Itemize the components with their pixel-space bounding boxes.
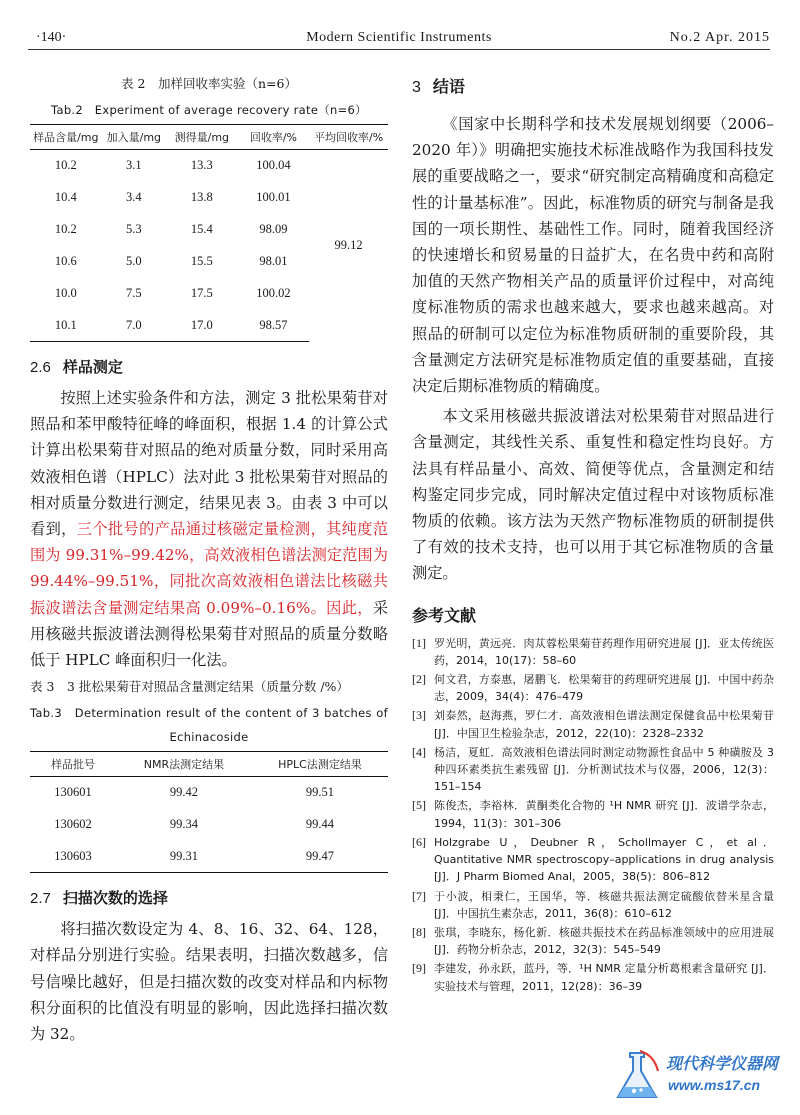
section-number: 2.6 [30, 359, 51, 376]
table-row [30, 841, 388, 873]
table-header: 测得量/mg [166, 125, 238, 150]
reference-text: 杨洁，夏虹．高效液相色谱法同时测定动物源性食品中 5 种磺胺及 3 种四环素类抗生素残留 [J]．分析测试技术与仪器，2006，12(3)：151–154 [434, 745, 774, 794]
table3-caption-cn: 表 3 3 批松果菊苷对照品含量测定结果（质量分数 /%） [30, 679, 349, 695]
table-cell: 17.0 [166, 310, 238, 342]
reference-text: 陈俊杰，李裕林．黄酮类化合物的 ¹H NMR 研究 [J]．波谱学杂志，1994，11(3)：301–306 [434, 799, 774, 830]
conclusion-paragraph-1: 《国家中长期科学和技术发展规划纲要（2006–2020 年）》明确把实施技术标准战略作为我国科技发展的重要战略之一，要求“研究制定高精确度和高稳定性的计量基标准”。因此，标准物质的研究与制备是我国的一项长期性、基础性工作。同时，随着我国经济的快速增长和贸易量的日益扩大，在名贵中药和高附加值的天然产物相关产品的质量评价过程中，对高纯度标准物质的需求也越来越大，要求也越来越高。对照品的研制可以定位为标准物质研制的重要阶段，其含量测定方法研究是标准物质定值的重要基础，直接决定后期标准物质的精确度。 [412, 115, 774, 396]
watermark[interactable] [610, 1045, 790, 1107]
section-title: 结语 [432, 77, 465, 96]
reference-item [412, 834, 774, 886]
table-cell: 7.0 [102, 310, 166, 342]
reference-number: [6] [412, 834, 426, 849]
table-cell: 10.1 [30, 310, 102, 342]
table-cell: 10.4 [54, 190, 77, 204]
table-cell: 15.5 [190, 254, 213, 268]
section-title: 扫描次数的选择 [62, 889, 168, 908]
conclusion-paragraph-2: 本文采用核磁共振波谱法对松果菊苷对照品进行含量测定，其线性关系、重复性和稳定性均良好。方法具有样品量小、高效、简便等优点，含量测定和结构鉴定同步完成，同时解决定值过程中对该物质标准物质的依赖。该方法为天然产物标准物质的研制提供了有效的技术支持，也可以用于其它标准物质的含量测定。 [412, 407, 774, 583]
table-cell: 99.51 [305, 785, 335, 800]
paragraph-text: 采用核磁共振波谱法测得松果菊苷对照品的质量分数略低于 HPLC 峰面积归一化法。 [30, 598, 388, 670]
table-cell: 100.04 [256, 158, 291, 173]
table-cell: 7.5 [126, 286, 142, 300]
watermark-name: 现代科学仪器网 [666, 1054, 779, 1073]
reference-number: [4] [412, 744, 426, 759]
table-header: 平均回收率/% [309, 125, 388, 150]
table-cell: 99.34 [169, 817, 198, 832]
reference-text: 罗光明，黄远亮．肉苁蓉松果菊苷药理作用研究进展 [J]．亚太传统医药，2014，10(17)：58–60 [434, 636, 774, 667]
issue-info: No.2 Apr. 2015 [669, 30, 770, 45]
reference-number: [7] [412, 888, 426, 903]
table-header: HPLC法测定结果 [252, 752, 388, 777]
reference-text: 李建发，孙永跃，蓝丹，等．¹H NMR 定量分析葛根素含量研究 [J]．实验技术与管理，2011，12(28)：36–39 [434, 962, 774, 993]
table-cell: 13.8 [190, 190, 213, 204]
reference-text: 张琪，李晓东，杨化新．核磁共振技术在药品标准领域中的应用进展 [J]．药物分析杂志，2012，32(3)：545–549 [434, 925, 774, 957]
table-row [30, 809, 388, 841]
table-cell: 130601 [54, 785, 92, 800]
table-cell: 100.02 [256, 286, 291, 300]
reference-text: Holzgrabe U，Deubner R，Schollmayer C，et al．Quantitative NMR spectroscopy–applications in drug analysis [J]．J Pharm Biomed Anal，2005，38(5)：806–812 [434, 835, 774, 884]
table-header: 加入量/mg [102, 125, 166, 150]
reference-number: [5] [412, 798, 426, 813]
table-cell: 15.4 [190, 222, 213, 236]
reference-item [412, 924, 774, 958]
table-header-row [30, 125, 388, 150]
table-cell: 100.01 [256, 190, 291, 204]
table-cell: 98.01 [259, 254, 288, 268]
reference-item [412, 797, 774, 831]
section-title: 样品测定 [62, 358, 123, 376]
table2-caption-en: Tab.2 Experiment of average recovery rate（n=6） [51, 103, 367, 117]
table-cell: 99.31 [116, 841, 252, 873]
table-header: 回收率/% [238, 125, 310, 150]
highlighted-text: 三个批号的产品通过核磁定量检测，其纯度范围为 99.31%–99.42%，高效液相色谱法测定范围为 99.44%–99.51%，同批次高效液相色谱法比核磁共振波谱法含量测定结果高 0.09%–0.16%。因此， [30, 520, 389, 617]
reference-item [412, 960, 774, 994]
reference-number: [1] [412, 635, 426, 650]
flask-logo-icon [610, 1049, 664, 1103]
left-column [30, 60, 388, 1090]
table-cell: 3.4 [126, 190, 142, 204]
reference-number: [3] [412, 708, 426, 723]
references-heading: 参考文献 [412, 605, 477, 625]
running-header [28, 28, 770, 50]
table-header: NMR法测定结果 [116, 752, 252, 777]
section-2-7-paragraph: 将扫描次数设定为 4、8、16、32、64、128，对样品分别进行实验。结果表明，扫描次数越多，信号信噪比越好，但是扫描次数的改变对样品和内标物积分面积的比值没有明显的影响，因此选择扫描次数为 32。 [30, 920, 388, 1044]
section-heading-2-6 [30, 356, 388, 379]
table2 [30, 124, 388, 342]
reference-item [412, 744, 774, 796]
table-cell: 130602 [54, 817, 92, 832]
reference-number: [2] [412, 672, 426, 687]
reference-text: 刘泰然，赵海燕，罗仁才．高效液相色谱法测定保健食品中松果菊苷 [J]．中国卫生检验杂志，2012，22(10)：2328–2332 [434, 709, 774, 740]
table-cell: 5.0 [126, 254, 142, 268]
table3 [30, 751, 388, 873]
reference-list [412, 635, 774, 995]
average-recovery-cell: 99.12 [334, 238, 363, 253]
table-row [30, 150, 388, 182]
section-heading-2-7 [30, 887, 388, 910]
section-number: 3 [412, 79, 421, 96]
paragraph-text: 按照上述实验条件和方法，测定 3 批松果菊苷对照品和苯甲酸特征峰的峰面积，根据 1.4 的计算公式计算出松果菊苷对照品的绝对质量分数，同时采用高效液相色谱（HPLC）法对此 3 批松果菊苷对照品的相对质量分数进行测定，结果见表 3。由表 3 中可以看到， [30, 389, 388, 539]
table2-caption-cn: 表 2 加样回收率实验（n=6） [121, 76, 297, 91]
table-cell: 98.57 [238, 310, 310, 342]
table-header: 样品含量/mg [30, 125, 102, 150]
table-row [30, 777, 388, 809]
table3-caption-en-line1: Tab.3 Determination result of the content of 3 batches of [30, 706, 388, 721]
reference-text: 于小波，相秉仁，王国华，等．核磁共振法测定硫酸依替米星含量 [J]．中国抗生素杂志，2011，36(8)：610–612 [434, 889, 774, 920]
table-cell: 130603 [30, 841, 116, 873]
reference-item [412, 888, 774, 922]
reference-number: [8] [412, 924, 426, 939]
table-cell: 10.6 [54, 254, 77, 268]
table-cell: 10.0 [54, 286, 77, 300]
watermark-url: www.ms17.cn [668, 1077, 761, 1093]
table-cell: 10.2 [54, 158, 77, 173]
table-header-row [30, 752, 388, 777]
section-2-6-paragraph [30, 385, 388, 673]
table-cell: 13.3 [190, 158, 213, 173]
table-cell: 98.09 [259, 222, 288, 236]
table-header: 样品批号 [30, 752, 116, 777]
page-number: ·140· [36, 30, 67, 45]
section-heading-3 [412, 76, 774, 99]
table3-caption-en-line2: Echinacoside [169, 730, 249, 745]
reference-item [412, 671, 774, 705]
section-number: 2.7 [30, 890, 51, 908]
reference-number: [9] [412, 961, 426, 976]
table-cell: 10.2 [54, 222, 77, 236]
table-cell: 99.47 [252, 841, 388, 873]
reference-item [412, 707, 774, 741]
table-cell: 3.1 [126, 158, 142, 173]
table-cell: 99.42 [169, 785, 198, 800]
table-cell: 17.5 [190, 286, 213, 300]
reference-text: 何文君，方泰惠，屠鹏飞．松果菊苷的药理研究进展 [J]．中国中药杂志，2009，34(4)：476–479 [434, 673, 774, 704]
journal-name: Modern Scientific Instruments [306, 30, 492, 45]
table-cell: 5.3 [126, 222, 142, 236]
table-cell: 99.44 [305, 817, 335, 832]
right-column [412, 60, 774, 1090]
reference-item [412, 635, 774, 669]
